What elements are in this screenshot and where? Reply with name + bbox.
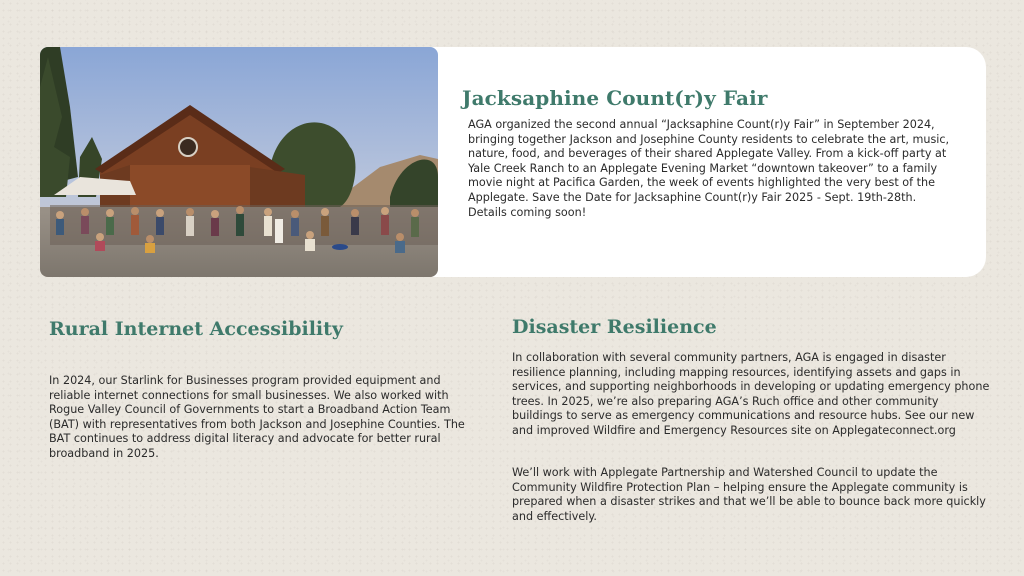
- barn-gathering-image: [40, 47, 438, 277]
- fair-photo: [40, 47, 438, 277]
- fair-description: AGA organized the second annual “Jacksaphine Count(r)y Fair” in September 2024, bringing together Jackson and Josephine County residents to celebrate the art, music, nature, food, and beverages of their shared Applegate Valley. From a kick-off party at Yale Creek Ranch to an Applegate Evening Market “downtown takeover” to a family movie night at Pacifica Garden, the week of events highlighted the very best of the Applegate. Save the Date for Jacksaphine Count(r)y Fair 2025 - Sept. 19th-28th. Details coming soon!: [468, 118, 950, 219]
- disaster-resilience-title: Disaster Resilience: [512, 316, 717, 338]
- rural-internet-description: In 2024, our Starlink for Businesses program provided equipment and reliable internet connections for small businesses. We also worked with Rogue Valley Council of Governments to start a Broadband Action Team (BAT) with representatives from both Jackson and Josephine Counties. The BAT continues to address digital literacy and advocate for better rural broadband in 2025.: [49, 374, 465, 460]
- rural-internet-title: Rural Internet Accessibility: [49, 318, 343, 340]
- disaster-resilience-paragraph-2: We’ll work with Applegate Partnership and Watershed Council to update the Community Wildfire Protection Plan – helping ensure the Applegate community is prepared when a disaster strikes and that we’ll be able to bounce back more quickly and effectively.: [512, 466, 986, 523]
- fair-title: Jacksaphine Count(r)y Fair: [462, 86, 768, 110]
- disaster-resilience-paragraph-1: In collaboration with several community partners, AGA is engaged in disaster resilience planning, including mapping resources, identifying assets and gaps in services, and supporting neighborhoods in developing or updating emergency phone trees. In 2025, we’re also preparing AGA’s Ruch office and other community buildings to serve as emergency communications and resource hubs. See our new and improved Wildfire and Emergency Resources site on Applegateconnect.org: [512, 351, 990, 437]
